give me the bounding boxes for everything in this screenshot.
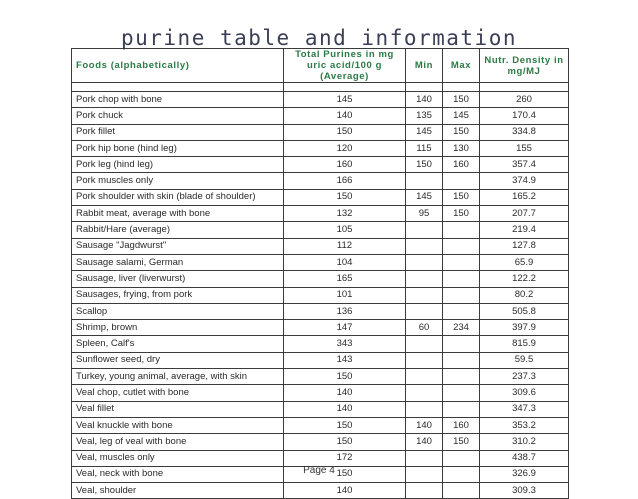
cell-max: 150: [443, 189, 480, 205]
cell-food: Sausage salami, German: [72, 254, 284, 270]
page-number: Page 4: [303, 465, 335, 476]
table-row: [72, 222, 569, 238]
cell-nutr-density: 127.8: [480, 238, 569, 254]
cell-nutr-density: 309.6: [480, 385, 569, 401]
table-row: [72, 336, 569, 352]
cell-food: Scallop: [72, 303, 284, 319]
cell-max: [443, 303, 480, 319]
cell-max: [443, 336, 480, 352]
table-row: [72, 369, 569, 385]
cell-total-purines: 172: [284, 450, 406, 466]
cell-total-purines: 147: [284, 320, 406, 336]
cell-nutr-density: 309.3: [480, 483, 569, 499]
cell-nutr-density: 310.2: [480, 434, 569, 450]
cell-food: Sausage "Jagdwurst": [72, 238, 284, 254]
cell-total-purines: 112: [284, 238, 406, 254]
header-min: Min: [406, 49, 443, 83]
table-row: [72, 173, 569, 189]
cell-min: 145: [406, 124, 443, 140]
cell-nutr-density: 353.2: [480, 417, 569, 433]
cell-min: [406, 303, 443, 319]
cell-food: Pork leg (hind leg): [72, 157, 284, 173]
cell-max: [443, 401, 480, 417]
cell-total-purines: 160: [284, 157, 406, 173]
table-row: [72, 320, 569, 336]
cell-total-purines: 101: [284, 287, 406, 303]
cell-min: [406, 271, 443, 287]
cell-min: [406, 173, 443, 189]
cell-nutr-density: 80.2: [480, 287, 569, 303]
table-row: [72, 385, 569, 401]
cell-max: 130: [443, 140, 480, 156]
cell-min: 135: [406, 108, 443, 124]
table-body: [72, 83, 569, 499]
blank-cell: [443, 83, 480, 92]
cell-max: 160: [443, 157, 480, 173]
cell-total-purines: 140: [284, 108, 406, 124]
cell-min: [406, 369, 443, 385]
cell-food: Veal chop, cutlet with bone: [72, 385, 284, 401]
table-row: [72, 287, 569, 303]
cell-total-purines: 120: [284, 140, 406, 156]
purine-table: [71, 48, 569, 499]
cell-min: 115: [406, 140, 443, 156]
table-row: [72, 352, 569, 368]
cell-max: 150: [443, 124, 480, 140]
cell-food: Pork fillet: [72, 124, 284, 140]
cell-total-purines: 150: [284, 189, 406, 205]
header-total-purines: Total Purines in mg uric acid/100 g (Average): [284, 49, 406, 83]
cell-food: Veal, neck with bone: [72, 466, 284, 482]
table-row: [72, 108, 569, 124]
cell-min: [406, 483, 443, 499]
cell-min: 140: [406, 92, 443, 108]
table-row: [72, 401, 569, 417]
cell-nutr-density: 505.8: [480, 303, 569, 319]
cell-total-purines: 150: [284, 466, 406, 482]
cell-nutr-density: 334.8: [480, 124, 569, 140]
cell-food: Pork chuck: [72, 108, 284, 124]
cell-nutr-density: 122.2: [480, 271, 569, 287]
cell-min: [406, 450, 443, 466]
cell-max: [443, 369, 480, 385]
cell-max: [443, 287, 480, 303]
cell-food: Pork shoulder with skin (blade of shoulder): [72, 189, 284, 205]
table-row: [72, 271, 569, 287]
cell-min: [406, 385, 443, 401]
cell-food: Pork muscles only: [72, 173, 284, 189]
blank-cell: [406, 83, 443, 92]
blank-cell: [72, 83, 284, 92]
header-foods: Foods (alphabetically): [72, 49, 284, 83]
cell-nutr-density: 815.9: [480, 336, 569, 352]
table-row: [72, 238, 569, 254]
cell-food: Pork hip bone (hind leg): [72, 140, 284, 156]
cell-min: 60: [406, 320, 443, 336]
table-row: [72, 189, 569, 205]
blank-cell: [284, 83, 406, 92]
cell-food: Shrimp, brown: [72, 320, 284, 336]
cell-max: [443, 483, 480, 499]
header-nutr-density: Nutr. Density in mg/MJ: [480, 49, 569, 83]
table-row: [72, 303, 569, 319]
cell-total-purines: 145: [284, 92, 406, 108]
cell-min: 95: [406, 206, 443, 222]
cell-min: 145: [406, 189, 443, 205]
table-row: [72, 434, 569, 450]
cell-max: [443, 254, 480, 270]
blank-row: [72, 83, 569, 92]
cell-food: Veal knuckle with bone: [72, 417, 284, 433]
cell-max: [443, 271, 480, 287]
table-row: [72, 417, 569, 433]
cell-min: [406, 254, 443, 270]
cell-min: 150: [406, 157, 443, 173]
cell-min: 140: [406, 417, 443, 433]
cell-nutr-density: 219.4: [480, 222, 569, 238]
cell-max: 145: [443, 108, 480, 124]
cell-total-purines: 165: [284, 271, 406, 287]
cell-food: Turkey, young animal, average, with skin: [72, 369, 284, 385]
cell-food: Sausages, frying, from pork: [72, 287, 284, 303]
table-row: [72, 140, 569, 156]
cell-total-purines: 343: [284, 336, 406, 352]
cell-food: Rabbit meat, average with bone: [72, 206, 284, 222]
cell-min: [406, 222, 443, 238]
cell-nutr-density: 59.5: [480, 352, 569, 368]
cell-min: [406, 401, 443, 417]
cell-nutr-density: 155: [480, 140, 569, 156]
cell-total-purines: 166: [284, 173, 406, 189]
cell-food: Spleen, Calf's: [72, 336, 284, 352]
cell-max: [443, 352, 480, 368]
cell-min: [406, 336, 443, 352]
cell-nutr-density: 65.9: [480, 254, 569, 270]
cell-nutr-density: 207.7: [480, 206, 569, 222]
cell-nutr-density: 347.3: [480, 401, 569, 417]
cell-total-purines: 140: [284, 385, 406, 401]
cell-food: Veal, shoulder: [72, 483, 284, 499]
table-row: [72, 483, 569, 499]
cell-total-purines: 150: [284, 417, 406, 433]
cell-total-purines: 150: [284, 369, 406, 385]
blank-cell: [480, 83, 569, 92]
cell-total-purines: 132: [284, 206, 406, 222]
cell-min: [406, 287, 443, 303]
table-row: [72, 124, 569, 140]
cell-total-purines: 105: [284, 222, 406, 238]
cell-nutr-density: 357.4: [480, 157, 569, 173]
cell-nutr-density: 326.9: [480, 466, 569, 482]
cell-nutr-density: 165.2: [480, 189, 569, 205]
table-row: [72, 206, 569, 222]
cell-total-purines: 136: [284, 303, 406, 319]
cell-max: [443, 450, 480, 466]
cell-max: [443, 173, 480, 189]
cell-min: [406, 352, 443, 368]
cell-nutr-density: 374.9: [480, 173, 569, 189]
cell-food: Rabbit/Hare (average): [72, 222, 284, 238]
cell-max: [443, 238, 480, 254]
cell-max: 234: [443, 320, 480, 336]
cell-min: 140: [406, 434, 443, 450]
table-row: [72, 254, 569, 270]
cell-max: 150: [443, 206, 480, 222]
cell-total-purines: 150: [284, 434, 406, 450]
cell-food: Veal, muscles only: [72, 450, 284, 466]
cell-min: [406, 238, 443, 254]
cell-total-purines: 104: [284, 254, 406, 270]
cell-total-purines: 140: [284, 401, 406, 417]
cell-max: [443, 222, 480, 238]
cell-food: Veal fillet: [72, 401, 284, 417]
cell-max: 150: [443, 92, 480, 108]
cell-nutr-density: 260: [480, 92, 569, 108]
cell-food: Sunflower seed, dry: [72, 352, 284, 368]
cell-nutr-density: 438.7: [480, 450, 569, 466]
table-row: [72, 450, 569, 466]
cell-total-purines: 143: [284, 352, 406, 368]
cell-max: [443, 385, 480, 401]
cell-food: Sausage, liver (liverwurst): [72, 271, 284, 287]
cell-nutr-density: 170.4: [480, 108, 569, 124]
cell-nutr-density: 397.9: [480, 320, 569, 336]
cell-food: Pork chop with bone: [72, 92, 284, 108]
table-header-row: [72, 49, 569, 83]
header-max: Max: [443, 49, 480, 83]
table-row: [72, 92, 569, 108]
page-title: purine table and information: [120, 26, 517, 50]
cell-max: 160: [443, 417, 480, 433]
cell-max: 150: [443, 434, 480, 450]
cell-total-purines: 140: [284, 483, 406, 499]
table-row: [72, 157, 569, 173]
cell-food: Veal, leg of veal with bone: [72, 434, 284, 450]
cell-nutr-density: 237.3: [480, 369, 569, 385]
cell-total-purines: 150: [284, 124, 406, 140]
